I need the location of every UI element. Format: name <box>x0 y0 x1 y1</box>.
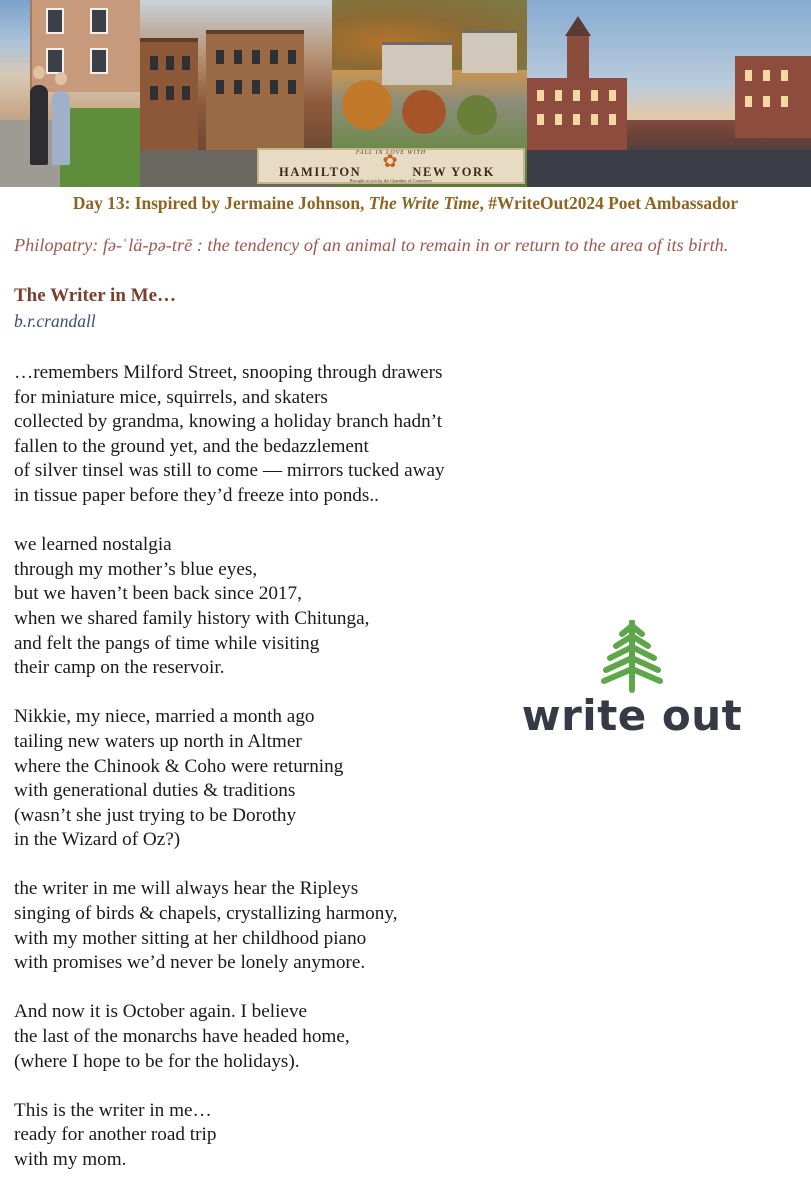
maple-leaf-icon: ✿ <box>382 151 398 171</box>
poem-line: in the Wizard of Oz?) <box>14 829 181 851</box>
poem-body <box>14 361 534 1197</box>
poem-stanza <box>14 361 534 509</box>
poem-line: through my mother’s blue eyes, <box>14 558 258 580</box>
poem-line: tailing new waters up north in Altmer <box>14 730 302 752</box>
poem-line: (wasn’t she just trying to be Dorothy <box>14 804 297 826</box>
poem-line: This is the writer in me… <box>14 1099 212 1121</box>
poem-stanza <box>14 877 534 975</box>
poem-line: their camp on the reservoir. <box>14 657 225 679</box>
sign-right-word: NEW YORK <box>412 165 495 179</box>
poem-stanza <box>14 705 534 853</box>
poem-line: of silver tinsel was still to come — mirrors tucked away <box>14 460 445 482</box>
poem-line: in tissue paper before they’d freeze into ponds.. <box>14 484 379 506</box>
poem-title: The Writer in Me… <box>14 285 177 306</box>
day-heading-italic: The Write Time <box>368 193 480 213</box>
poem-line: but we haven’t been back since 2017, <box>14 583 302 605</box>
definition: Philopatry: fə-ˈlä-pə-trē : the tendency of an animal to remain in or return to the area of its birth. <box>14 235 729 255</box>
poem-line: and felt the pangs of time while visiting <box>14 632 320 654</box>
photo-banner <box>0 0 811 187</box>
poem-line: …remembers Milford Street, snooping through drawers <box>14 362 443 383</box>
day-heading-suffix: , #WriteOut2024 Poet Ambassador <box>479 193 739 213</box>
poem-line: with promises we’d never be lonely anymore. <box>14 952 366 974</box>
poem-stanza <box>14 533 534 681</box>
photo-village-dusk <box>527 0 811 187</box>
poem-line: singing of birds & chapels, crystallizing harmony, <box>14 903 398 925</box>
poem-line: with generational duties & traditions <box>14 780 296 802</box>
tree-icon <box>514 620 754 694</box>
sign-left-word: HAMILTON <box>279 165 362 179</box>
write-out-logo <box>514 620 754 740</box>
sign-footer: Brought to you by the Chamber of Commerce <box>349 178 433 183</box>
logo-wordmark: write out <box>521 691 743 740</box>
hamilton-sign <box>257 148 525 184</box>
poem-line: with my mother sitting at her childhood piano <box>14 927 367 949</box>
photo-couple-outside-house <box>0 0 140 187</box>
poem-line: the last of the monarchs have headed home, <box>14 1026 350 1048</box>
poem-line: fallen to the ground yet, and the bedazzlement <box>14 435 369 457</box>
poem-stanza <box>14 1099 534 1173</box>
day-heading-prefix: Day 13: Inspired by Jermaine Johnson, <box>72 193 369 213</box>
poem-line: when we shared family history with Chitunga, <box>14 607 370 629</box>
poem-stanza <box>14 1000 534 1074</box>
poem-line: for miniature mice, squirrels, and skaters <box>14 386 328 408</box>
poem-line: ready for another road trip <box>14 1124 217 1146</box>
poem-line: where the Chinook & Coho were returning <box>14 755 344 777</box>
poem-line: the writer in me will always hear the Ripleys <box>14 878 359 900</box>
day-heading <box>0 193 811 214</box>
poem-line: And now it is October again. I believe <box>14 1001 308 1023</box>
poem-line: we learned nostalgia <box>14 534 172 556</box>
poem-author: b.r.crandall <box>14 311 96 331</box>
poem-line: collected by grandma, knowing a holiday branch hadn’t <box>14 411 443 433</box>
poem-line: Nikkie, my niece, married a month ago <box>14 706 315 728</box>
poem-line: (where I hope to be for the holidays). <box>14 1050 300 1072</box>
sign-top-text: FALL IN LOVE WITH <box>355 150 427 156</box>
poem-line: with my mom. <box>14 1149 127 1170</box>
